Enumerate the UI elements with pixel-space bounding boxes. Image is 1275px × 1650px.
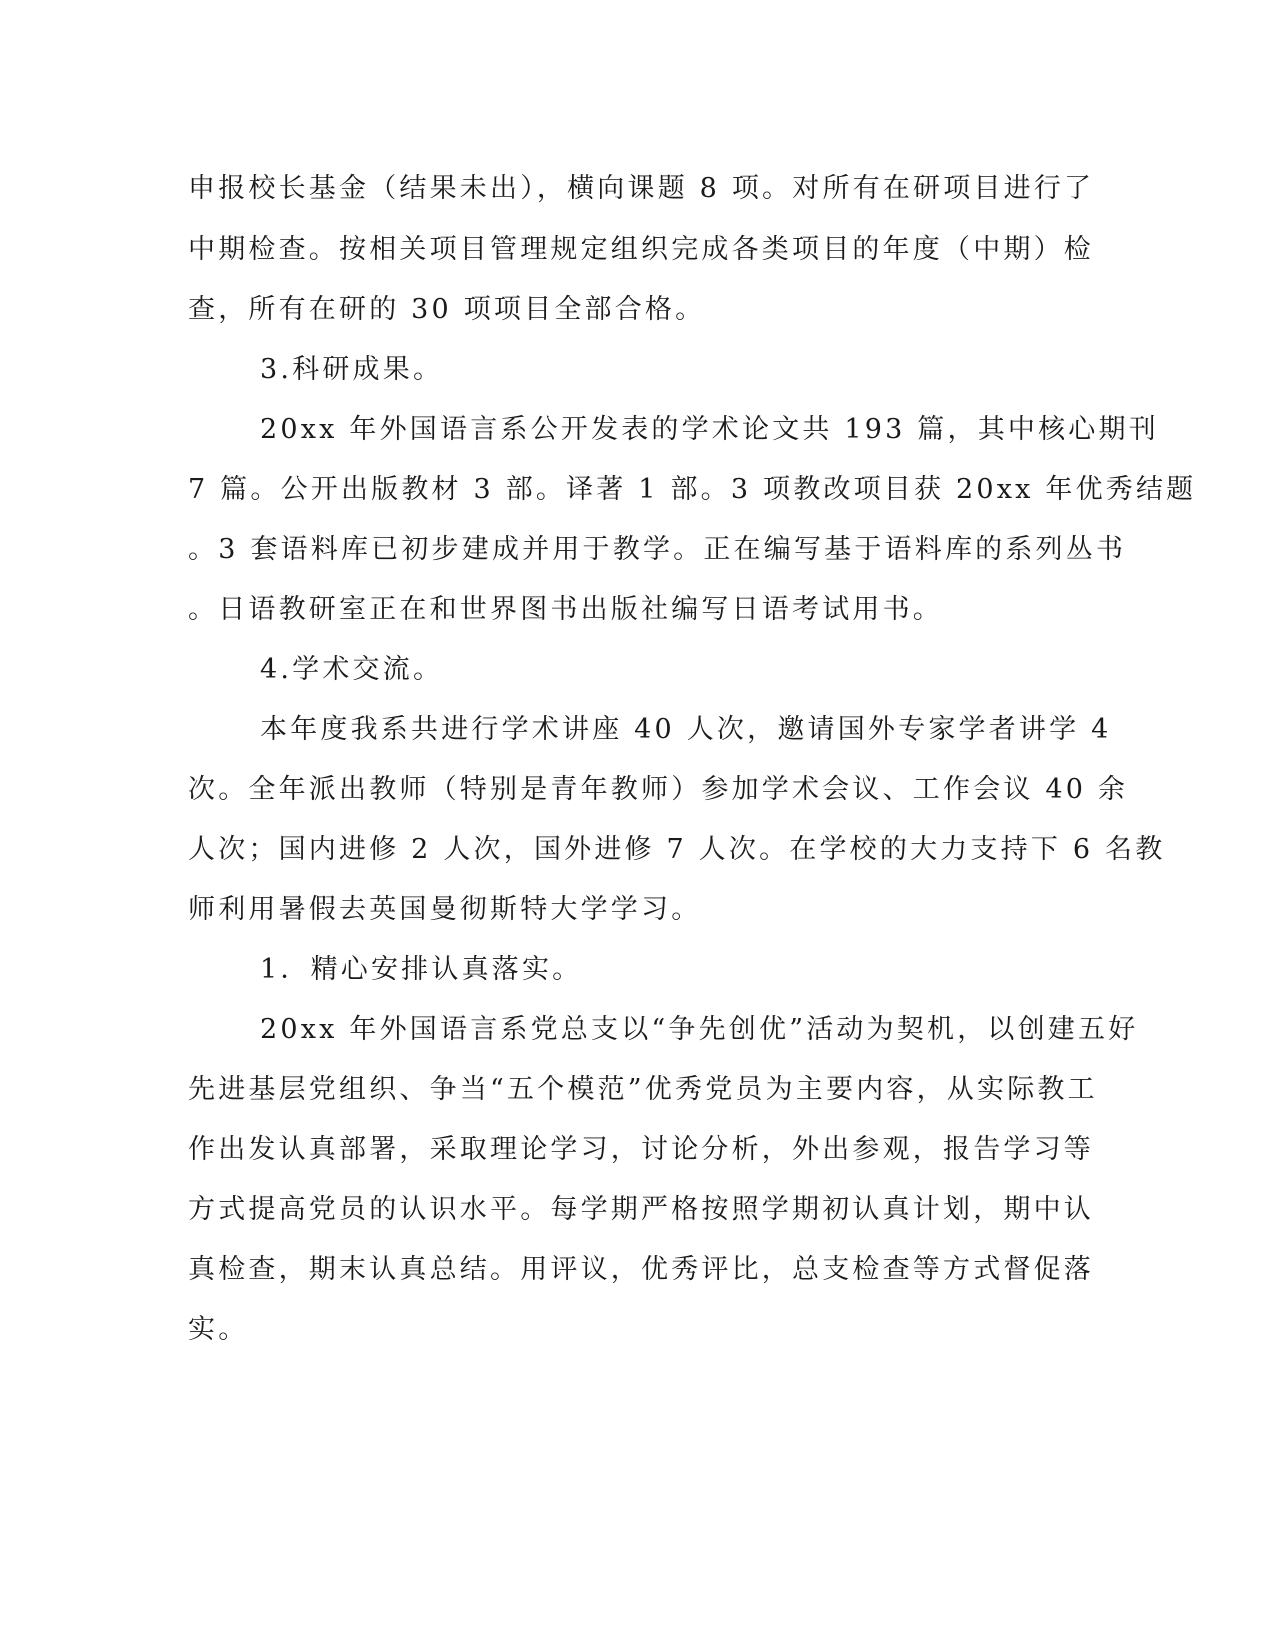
body-text-line: 申报校长基金（结果未出），横向课题 8 项。对所有在研项目进行了 [188,173,1095,204]
body-text-line: 20xx 年外国语言系党总支以“争先创优”活动为契机，以创建五好 [260,1014,1139,1045]
body-text-line: 真检查，期末认真总结。用评议，优秀评比，总支检查等方式督促落 [188,1254,1094,1285]
body-text-line: 次。全年派出教师（特别是青年教师）参加学术会议、工作会议 40 余 [188,774,1129,805]
body-text-line: 作出发认真部署，采取理论学习，讨论分析，外出参观，报告学习等 [188,1134,1094,1165]
body-text-line: 先进基层党组织、争当“五个模范”优秀党员为主要内容，从实际教工 [188,1074,1098,1105]
body-text-line: 查，所有在研的 30 项项目全部合格。 [188,294,706,325]
body-text-line: 7 篇。公开出版教材 3 部。译著 1 部。3 项教改项目获 20xx 年优秀结题 [188,474,1197,505]
body-text-line: 师利用暑假去英国曼彻斯特大学学习。 [188,894,702,925]
section-heading: 1．精心安排认真落实。 [260,954,583,985]
body-text-line: 20xx 年外国语言系公开发表的学术论文共 193 篇，其中核心期刊 [260,414,1159,445]
section-heading: 3.科研成果。 [260,354,444,385]
body-text-line: 方式提高党员的认识水平。每学期严格按照学期初认真计划，期中认 [188,1194,1094,1225]
body-text-line: 中期检查。按相关项目管理规定组织完成各类项目的年度（中期）检 [188,234,1094,265]
body-text-line: 本年度我系共进行学术讲座 40 人次，邀请国外专家学者讲学 4 [260,714,1112,745]
body-text-line: 实。 [188,1314,249,1345]
body-text-line: 。日语教研室正在和世界图书出版社编写日语考试用书。 [188,594,943,625]
body-text-line: 。3 套语料库已初步建成并用于教学。正在编写基于语料库的系列丛书 [188,534,1127,565]
section-heading: 4.学术交流。 [260,654,444,685]
body-text-line: 人次；国内进修 2 人次，国外进修 7 人次。在学校的大力支持下 6 名教 [188,834,1166,865]
